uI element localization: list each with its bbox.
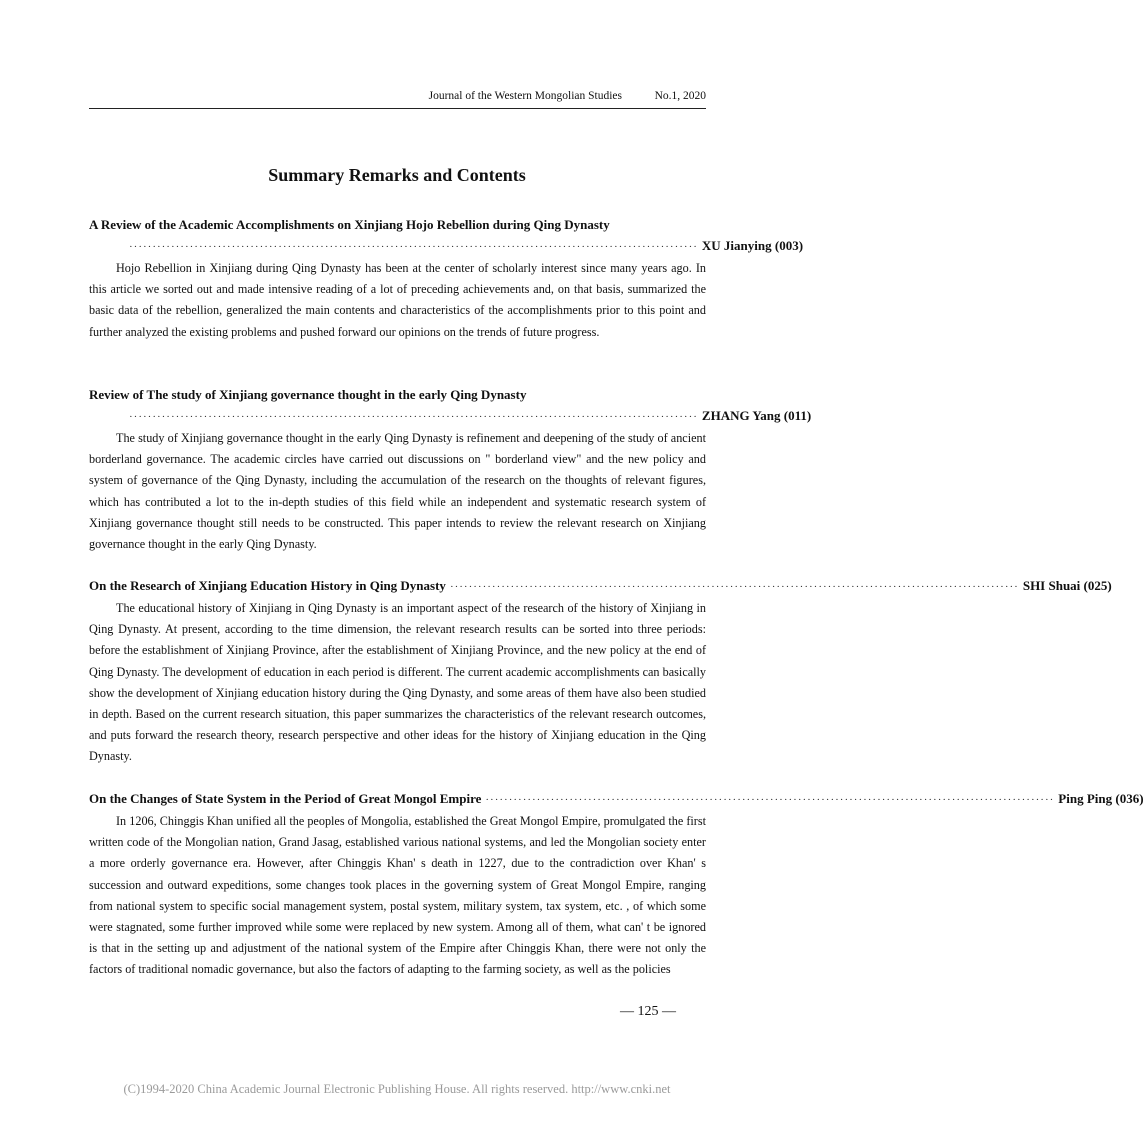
article-author: XU Jianying (003) [701, 238, 804, 253]
issue-number: No.1, 2020 [654, 90, 706, 102]
journal-name: Journal of the Western Mongolian Studies [428, 90, 622, 102]
article-title: On the Research of Xinjiang Education History in Qing Dynasty [89, 578, 446, 593]
article-entry [89, 788, 1144, 981]
article-title: Review of The study of Xinjiang governance thought in the early Qing Dynasty [89, 387, 527, 402]
title-author-line [89, 575, 1112, 598]
article-entry [89, 575, 1112, 768]
article-abstract: The study of Xinjiang governance thought in the early Qing Dynasty is refinement and deepening of the study of ancient borderland governance. The academic circles have carried out discussions on " borderland view" and the new policy and system of governance of the Qing Dynasty, including the accumulation of the research on the thoughts of relevant figures, which has contributed a lot to the in-depth studies of this field while an independent and systematic research system of Xinjiang governance thought still needs to be constructed. This paper intends to review the relevant research on Xinjiang governance thought in the early Qing Dynasty. [89, 431, 706, 552]
page-title: Summary Remarks and Contents [268, 165, 526, 185]
article-author: ZHANG Yang (011) [701, 408, 812, 423]
leader-dots: ·························································································································· [485, 794, 1055, 806]
article-title: On the Changes of State System in the Period of Great Mongol Empire [89, 791, 482, 806]
article-author: SHI Shuai (025) [1022, 578, 1112, 593]
article-author: Ping Ping (036) [1058, 791, 1144, 806]
title-author-line [89, 788, 1144, 811]
article-abstract: The educational history of Xinjiang in Qing Dynasty is an important aspect of the research of the history of Xinjiang in Qing Dynasty. At present, according to the time dimension, the relevant research results can be sorted into three periods: before the establishment of Xinjiang Province, after the establishment of Xinjiang Province, and the new policy at the end of Qing Dynasty. The development of education in each period is different. The current academic accomplishments can basically show the development of Xinjiang education history during the Qing Dynasty, and some areas of them have also been studied in depth. Based on the current research situation, this paper summarizes the characteristics of the relevant research outcomes, and puts forward the research theory, research perspective and other ideas for the history of Xinjiang education in the Qing Dynasty. [89, 601, 706, 764]
article-abstract: In 1206, Chinggis Khan unified all the peoples of Mongolia, established the Great Mongol Empire, promulgated the first written code of the Mongolian nation, Grand Jasag, established various national systems, and led the Mongolian society enter a more orderly governance era. However, after Chinggis Khan' s death in 1227, due to the contradiction over Khan' s succession and outward expeditions, some changes took places in the governing system of Great Mongol Empire, ranging from national system to specific social management system, postal system, military system, tax system, etc. , of which some were stagnated, some further improved while some were replaced by new system. Among all of them, what can' t be ignored is that in the setting up and adjustment of the national system of the Empire after Chinggis Khan, there were not only the factors of traditional nomadic governance, but also the factors of adapting to the farming society, as well as the policies [89, 814, 706, 977]
author-line [89, 235, 804, 258]
copyright-footer: (C)1994-2020 China Academic Journal Electronic Publishing House. All rights reserved. http://www.cnki.net [123, 1082, 671, 1096]
leader-dots: ·························································································································· [129, 241, 698, 253]
article-entry [89, 384, 812, 555]
leader-dots: ·························································································································· [129, 411, 698, 423]
author-line [89, 405, 812, 428]
article-entry [89, 214, 804, 343]
article-title: A Review of the Academic Accomplishments on Xinjiang Hojo Rebellion during Qing Dynasty [89, 217, 610, 232]
running-header [89, 88, 706, 109]
page-number: — 125 — [620, 1004, 676, 1019]
leader-dots: ·························································································································· [449, 581, 1019, 593]
article-abstract: Hojo Rebellion in Xinjiang during Qing Dynasty has been at the center of scholarly interest since many years ago. In this article we sorted out and made intensive reading of a lot of preceding achievements and, on that basis, summarized the basic data of the rebellion, generalized the main contents and characteristics of the accomplishments prior to this point and further analyzed the existing problems and pushed forward our opinions on the trends of future progress. [89, 261, 706, 339]
